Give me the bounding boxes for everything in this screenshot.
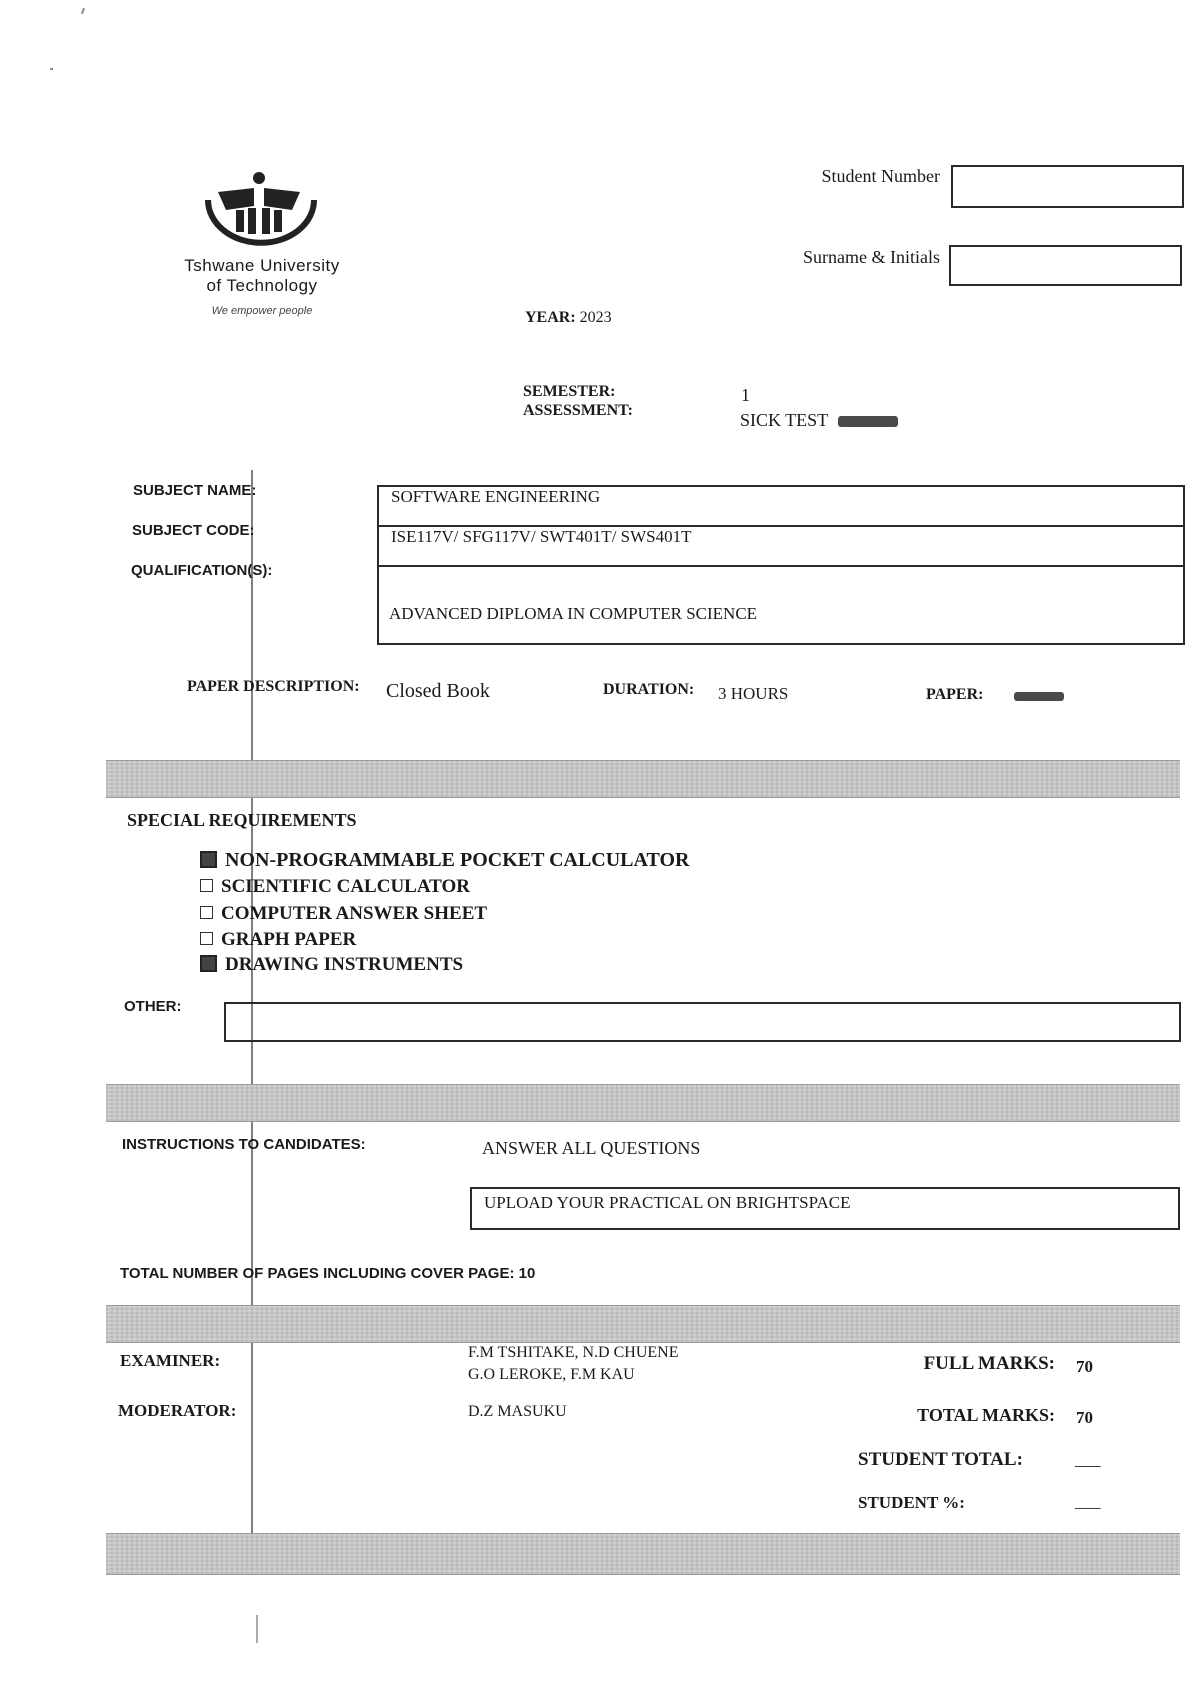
requirement-label: GRAPH PAPER bbox=[221, 929, 357, 950]
gray-separator-band bbox=[106, 1305, 1180, 1343]
logo-emblem-icon bbox=[196, 170, 326, 260]
requirement-label: COMPUTER ANSWER SHEET bbox=[221, 903, 488, 924]
gray-separator-band bbox=[106, 1084, 1180, 1122]
checkbox-checked[interactable] bbox=[200, 851, 217, 868]
university-logo bbox=[196, 170, 326, 260]
student-number-field[interactable] bbox=[951, 165, 1184, 208]
total-marks-label: TOTAL MARKS: bbox=[917, 1405, 1055, 1425]
qualification-value: ADVANCED DIPLOMA IN COMPUTER SCIENCE bbox=[389, 604, 758, 623]
requirement-label: SCIENTIFIC CALCULATOR bbox=[221, 876, 470, 897]
assessment-value: SICK TEST bbox=[740, 410, 829, 430]
requirement-computer-answer-sheet[interactable] bbox=[200, 903, 487, 925]
student-percent-label: STUDENT %: bbox=[858, 1493, 965, 1512]
scan-speck bbox=[81, 8, 85, 14]
year-value: 2023 bbox=[579, 309, 612, 326]
paper-label: PAPER: bbox=[926, 686, 984, 703]
checkbox-checked[interactable] bbox=[200, 955, 217, 972]
university-name-line2: of Technology bbox=[206, 276, 318, 295]
university-name-line1: Tshwane University bbox=[184, 256, 340, 275]
subject-name-label: SUBJECT NAME: bbox=[133, 482, 257, 499]
subject-code-box bbox=[377, 525, 1185, 567]
scan-speck bbox=[50, 68, 53, 70]
redaction-mark bbox=[838, 416, 898, 427]
requirement-non-programmable-calculator[interactable] bbox=[200, 849, 689, 872]
semester-value: 1 bbox=[741, 385, 750, 405]
gray-separator-band bbox=[106, 1533, 1180, 1575]
subject-name-box bbox=[377, 485, 1185, 527]
total-marks-value: 70 bbox=[1076, 1408, 1093, 1427]
qualification-label: QUALIFICATION(S): bbox=[131, 562, 273, 579]
surname-initials-field[interactable] bbox=[949, 245, 1182, 286]
requirement-drawing-instruments[interactable] bbox=[200, 954, 463, 976]
paper-description-value: Closed Book bbox=[386, 680, 490, 702]
subject-name-value: SOFTWARE ENGINEERING bbox=[391, 487, 601, 506]
examiner-line-2: G.O LEROKE, F.M KAU bbox=[468, 1366, 635, 1383]
other-label: OTHER: bbox=[124, 998, 182, 1015]
redaction-mark bbox=[1014, 692, 1064, 701]
year-row bbox=[525, 309, 612, 327]
instruction-line-2: UPLOAD YOUR PRACTICAL ON BRIGHTSPACE bbox=[484, 1193, 851, 1212]
subject-code-value: ISE117V/ SFG117V/ SWT401T/ SWS401T bbox=[391, 527, 692, 546]
requirement-scientific-calculator[interactable] bbox=[200, 876, 470, 898]
student-percent-value: ___ bbox=[1075, 1492, 1101, 1511]
total-pages-label: TOTAL NUMBER OF PAGES INCLUDING COVER PAGE: bbox=[120, 1265, 515, 1282]
moderator-label: MODERATOR: bbox=[118, 1401, 237, 1420]
total-pages-row bbox=[120, 1265, 535, 1282]
instruction-line-1: ANSWER ALL QUESTIONS bbox=[482, 1138, 701, 1158]
paper-description-label: PAPER DESCRIPTION: bbox=[187, 678, 360, 695]
duration-label: DURATION: bbox=[603, 681, 695, 698]
examiner-label: EXAMINER: bbox=[120, 1351, 221, 1370]
requirement-label: DRAWING INSTRUMENTS bbox=[225, 954, 464, 975]
examiner-line-1: F.M TSHITAKE, N.D CHUENE bbox=[468, 1344, 679, 1361]
total-pages-value: 10 bbox=[518, 1265, 536, 1282]
student-total-label: STUDENT TOTAL: bbox=[858, 1449, 1023, 1470]
subject-code-label: SUBJECT CODE: bbox=[132, 522, 255, 539]
checkbox-unchecked[interactable] bbox=[200, 906, 213, 919]
full-marks-value: 70 bbox=[1076, 1357, 1093, 1376]
instruction-box-2 bbox=[470, 1187, 1180, 1230]
checkbox-unchecked[interactable] bbox=[200, 879, 213, 892]
requirement-graph-paper[interactable] bbox=[200, 929, 356, 951]
full-marks-label: FULL MARKS: bbox=[923, 1353, 1055, 1374]
other-field[interactable] bbox=[224, 1002, 1181, 1042]
scan-artifact-line bbox=[256, 1615, 258, 1643]
student-number-label: Student Number bbox=[821, 166, 940, 186]
instructions-label: INSTRUCTIONS TO CANDIDATES: bbox=[122, 1136, 366, 1153]
gray-separator-band bbox=[106, 760, 1180, 798]
year-label: YEAR: bbox=[525, 309, 576, 326]
semester-label: SEMESTER: bbox=[523, 383, 616, 400]
university-tagline: We empower people bbox=[211, 305, 313, 317]
student-total-value: ___ bbox=[1075, 1450, 1101, 1469]
requirement-label: NON-PROGRAMMABLE POCKET CALCULATOR bbox=[225, 849, 690, 871]
special-requirements-title: SPECIAL REQUIREMENTS bbox=[127, 810, 357, 830]
moderator-value: D.Z MASUKU bbox=[468, 1403, 567, 1420]
duration-value: 3 HOURS bbox=[718, 684, 789, 703]
qualification-box bbox=[377, 565, 1185, 645]
checkbox-unchecked[interactable] bbox=[200, 932, 213, 945]
surname-initials-label: Surname & Initials bbox=[803, 247, 940, 267]
assessment-label: ASSESSMENT: bbox=[523, 402, 633, 419]
